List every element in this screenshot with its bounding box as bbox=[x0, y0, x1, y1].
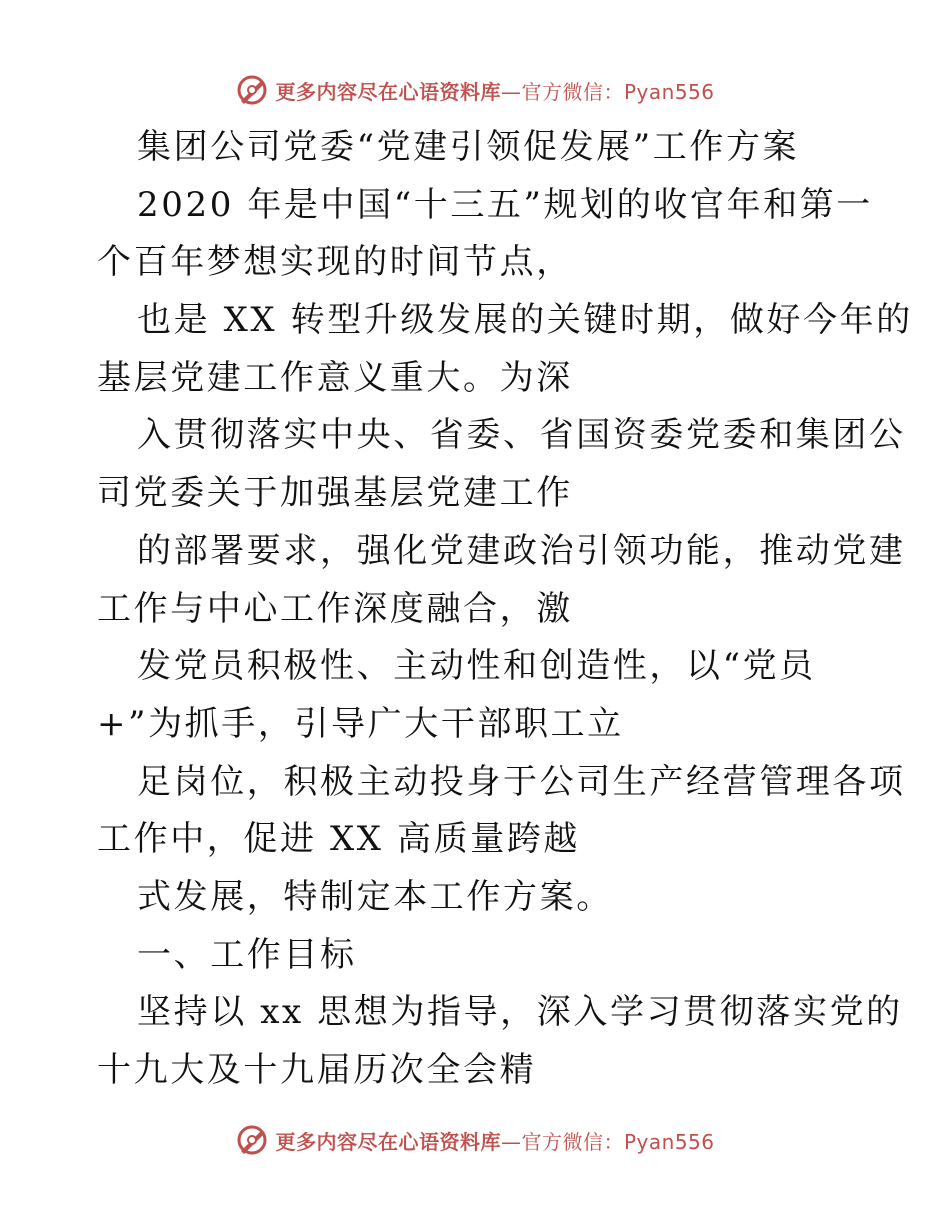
watermark-separator: — bbox=[500, 79, 522, 104]
pen-logo-icon bbox=[235, 73, 269, 107]
text-line: 2020 年是中国“十三五”规划的收官年和第一 bbox=[137, 184, 873, 225]
document-body bbox=[97, 119, 913, 1100]
text-line: 式发展，特制定本工作方案。 bbox=[137, 876, 613, 917]
watermark-account: Pyan556 bbox=[623, 79, 715, 104]
pen-logo-icon bbox=[235, 1123, 269, 1157]
text-line: 集团公司党委“党建引领促发展”工作方案 bbox=[137, 127, 800, 167]
text-line: 发党员积极性、主动性和创造性，以“党员 bbox=[137, 646, 816, 687]
watermark-brand: 更多内容尽在心语资料库 bbox=[275, 1129, 501, 1154]
watermark-brand: 更多内容尽在心语资料库 bbox=[275, 79, 501, 104]
text-line: 工作与中心工作深度融合，激 bbox=[97, 588, 573, 629]
text-line: 司党委关于加强基层党建工作 bbox=[97, 473, 573, 514]
text-line: 个百年梦想实现的时间节点， bbox=[97, 242, 573, 283]
text-line: 入贯彻落实中央、省委、省国资委党委和集团公 bbox=[137, 415, 906, 456]
text-line: 一、工作目标 bbox=[137, 934, 357, 975]
header-watermark bbox=[0, 70, 950, 110]
text-line: 工作中，促进 XX 高质量跨越 bbox=[97, 819, 581, 860]
watermark-account: Pyan556 bbox=[623, 1129, 715, 1154]
footer-watermark bbox=[0, 1120, 950, 1160]
watermark-official: 官方微信： bbox=[521, 1129, 624, 1154]
watermark-text bbox=[275, 1126, 714, 1155]
text-line: 足岗位，积极主动投身于公司生产经营管理各项 bbox=[137, 761, 906, 802]
text-line: 也是 XX 转型升级发展的关键时期，做好今年的 bbox=[137, 300, 913, 341]
text-line: 基层党建工作意义重大。为深 bbox=[97, 357, 573, 398]
watermark-official: 官方微信： bbox=[521, 79, 624, 104]
watermark-text bbox=[275, 76, 714, 105]
watermark-separator: — bbox=[500, 1129, 522, 1154]
text-line: 坚持以 xx 思想为指导，深入学习贯彻落实党的 bbox=[137, 992, 903, 1033]
text-line: 的部署要求，强化党建政治引领功能，推动党建 bbox=[137, 530, 906, 571]
text-line: 十九大及十九届历次全会精 bbox=[97, 1050, 537, 1090]
text-line: +”为抓手，引导广大干部职工立 bbox=[97, 703, 624, 744]
